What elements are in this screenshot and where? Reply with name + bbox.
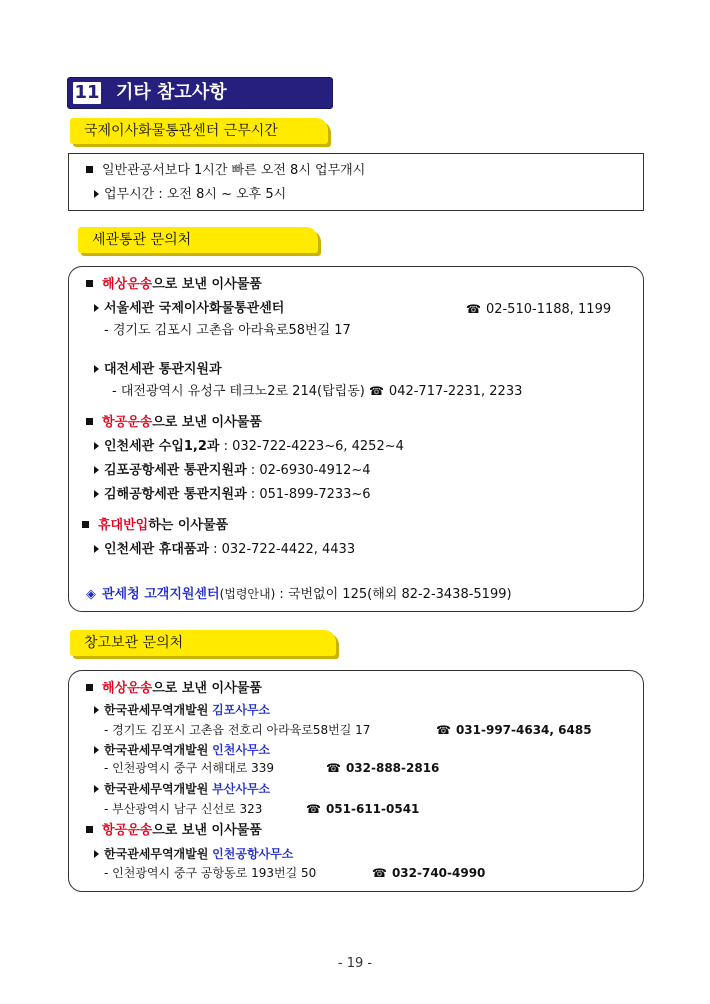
customs-air-heading: 항공운송으로 보낸 이사물품 (86, 414, 262, 432)
gimpo-airport-customs-line: 김포공항세관 통관지원과 : 02-6930-4912~4 (94, 462, 371, 480)
bullet-square-icon (86, 418, 93, 425)
bullet-triangle-icon (94, 850, 99, 858)
bullet-triangle-icon (94, 545, 99, 553)
bullet-triangle-icon (94, 490, 99, 498)
bullet-triangle-icon (94, 304, 99, 312)
work-hours-line2: 업무시간 : 오전 8시 ~ 오후 5시 (94, 186, 286, 204)
bullet-triangle-icon (94, 190, 99, 198)
section-number: 11 (71, 80, 103, 106)
daejeon-customs-line: 대전세관 통관지원과 (94, 361, 222, 379)
bullet-triangle-icon (94, 706, 99, 714)
diamond-icon: ◈ (86, 587, 96, 602)
phone-icon: ☎ (368, 384, 384, 398)
seoul-customs-phone: ☎ 02-510-1188, 1199 (466, 302, 612, 317)
bullet-triangle-icon (94, 466, 99, 474)
storage-busan-address: - 부산광역시 남구 신선로 323 (104, 802, 263, 816)
storage-incheon-address: - 인천광역시 중구 서해대로 339 (104, 761, 275, 775)
bullet-square-icon (86, 166, 93, 173)
customs-sea-heading: 해상운송으로 보낸 이사물품 (86, 276, 262, 294)
bullet-square-icon (86, 684, 93, 691)
bullet-triangle-icon (94, 746, 99, 754)
work-hours-tag: 국제이사화물통관센터 근무시간 (70, 118, 328, 144)
storage-gimpo-address: - 경기도 김포시 고촌읍 전호리 아라육로58번길 17 (104, 723, 371, 737)
phone-icon: ☎ (372, 866, 387, 880)
seoul-customs-line: 서울세관 국제이사화물통관센터 (94, 300, 284, 318)
storage-incheon-phone: ☎ 032-888-2816 (326, 761, 440, 775)
seoul-customs-address: - 경기도 김포시 고촌읍 아라육로58번길 17 (104, 323, 351, 338)
storage-contact-tag: 창고보관 문의처 (70, 630, 336, 656)
customs-contact-tag: 세관통관 문의처 (78, 227, 318, 253)
work-hours-line1: 일반관공서보다 1시간 빠른 오전 8시 업무개시 (86, 162, 365, 180)
daejeon-customs-address: - 대전광역시 유성구 테크노2로 214(탑립동) ☎ 042-717-2231, 2233 (112, 384, 523, 399)
customer-center-line: ◈ 관세청 고객지원센터(법령안내) : 국번없이 125(해외 82-2-3438-5199) (86, 587, 512, 602)
bullet-triangle-icon (94, 785, 99, 793)
carry-customs-line: 인천세관 휴대품과 : 032-722-4422, 4433 (94, 541, 355, 559)
phone-icon: ☎ (306, 802, 321, 816)
bullet-triangle-icon (94, 442, 99, 450)
storage-airport-address: - 인천광역시 중구 공항동로 193번길 50 (104, 866, 317, 880)
storage-sea-heading: 해상운송으로 보낸 이사물품 (86, 680, 262, 698)
storage-airport-line: 한국관세무역개발원 인천공항사무소 (94, 845, 293, 863)
storage-incheon-line: 한국관세무역개발원 인천사무소 (94, 741, 270, 759)
gimhae-airport-customs-line: 김해공항세관 통관지원과 : 051-899-7233~6 (94, 486, 371, 504)
phone-icon: ☎ (466, 302, 481, 316)
storage-busan-phone: ☎ 051-611-0541 (306, 802, 420, 816)
bullet-square-icon (86, 280, 93, 287)
phone-icon: ☎ (436, 723, 451, 737)
phone-icon: ☎ (326, 761, 341, 775)
page-number: - 19 - (337, 956, 373, 971)
storage-busan-line: 한국관세무역개발원 부산사무소 (94, 780, 270, 798)
bullet-square-icon (86, 826, 93, 833)
bullet-square-icon (82, 521, 89, 528)
bullet-triangle-icon (94, 365, 99, 373)
storage-gimpo-phone: ☎ 031-997-4634, 6485 (436, 723, 592, 737)
storage-gimpo-line: 한국관세무역개발원 김포사무소 (94, 701, 270, 719)
storage-airport-phone: ☎ 032-740-4990 (372, 866, 486, 880)
customs-carry-heading: 휴대반입하는 이사물품 (82, 517, 228, 535)
incheon-customs-line: 인천세관 수입1,2과 : 032-722-4223~6, 4252~4 (94, 438, 404, 456)
section-title: 기타 참고사항 (116, 82, 227, 103)
storage-air-heading: 항공운송으로 보낸 이사물품 (86, 822, 262, 840)
